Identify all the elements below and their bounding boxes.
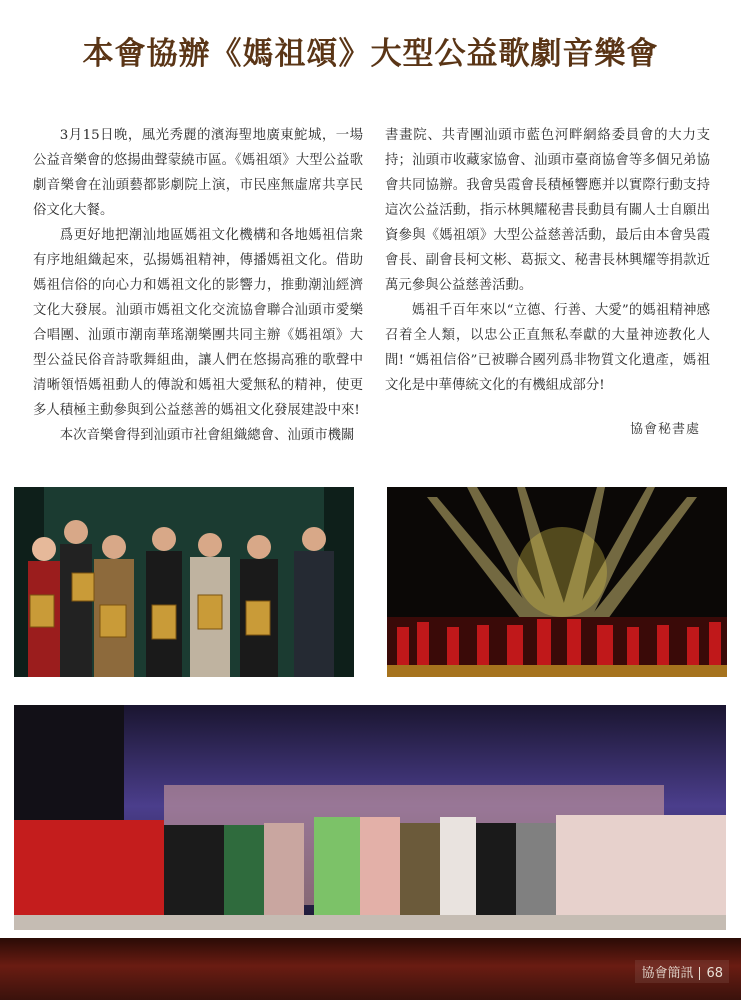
paragraph: 媽祖千百年來以“立德、行善、大愛”的媽祖精神感召着全人類，以忠公正直無私奉獻的大量神迹教化人間! “媽祖信俗”已被聯合國列爲非物質文化遺產，媽祖文化是中華傳統文化的有機組成部分! [385, 303, 710, 393]
photo-officials-with-certificates [14, 487, 354, 677]
photo-full-cast-curtain-call [14, 705, 726, 930]
publication-name: 協會簡訊 [641, 966, 694, 981]
page-title: 本會協辦《媽祖頌》大型公益歌劇音樂會 [82, 36, 659, 72]
footer-separator [699, 967, 700, 980]
article-column-left [33, 123, 363, 448]
decorative-bottom-photo-strip [0, 938, 741, 1000]
paragraph: 爲更好地把潮汕地區媽祖文化機構和各地媽祖信衆有序地組織起來，弘揚媽祖精神，傳播媽祖文化。借助媽祖信俗的向心力和媽祖文化的影響力，推動潮汕經濟文化大發展。汕頭市媽祖文化交流協會聯合汕頭市愛樂合唱團、汕頭市潮南華瑤潮樂團共同主辦《媽祖頌》大型公益民俗音詩歌舞組曲，讓人們在悠揚高雅的歌聲中清晰領悟媽祖動人的傳說和媽祖大愛無私的精神，使更多人積極主動參與到公益慈善的媽祖文化發展建設中來! [33, 228, 363, 418]
page-footer [635, 960, 729, 983]
article-column-right [385, 123, 710, 398]
paragraph: 3月15日晚，風光秀麗的濱海聖地廣東鮀城，一場公益音樂會的悠揚曲聲蒙繞市區。《媽祖頌》大型公益歌劇音樂會在汕頭藝都影劇院上演，市民座無虛席共享民俗文化大餐。 [33, 128, 363, 218]
paragraph: 本次音樂會得到汕頭市社會組織總會、汕頭市機關 [59, 428, 355, 443]
signature: 協會秘書處 [630, 422, 701, 437]
photo-stage-performance [387, 487, 727, 677]
page-number: 68 [706, 966, 723, 981]
paragraph: 書畫院、共青團汕頭市藍色河畔網絡委員會的大力支持；汕頭市收藏家協會、汕頭市臺商協會等多個兄弟協會共同協辦。我會吳霞會長積極響應并以實際行動支持這次公益活動，指示林興耀秘書長動員有關人士自願出資參與《媽祖頌》大型公益慈善活動，最后由本會吳霞會長、副會長柯文彬、葛振文、秘書長林興耀等捐款近萬元參與公益慈善活動。 [385, 128, 710, 293]
